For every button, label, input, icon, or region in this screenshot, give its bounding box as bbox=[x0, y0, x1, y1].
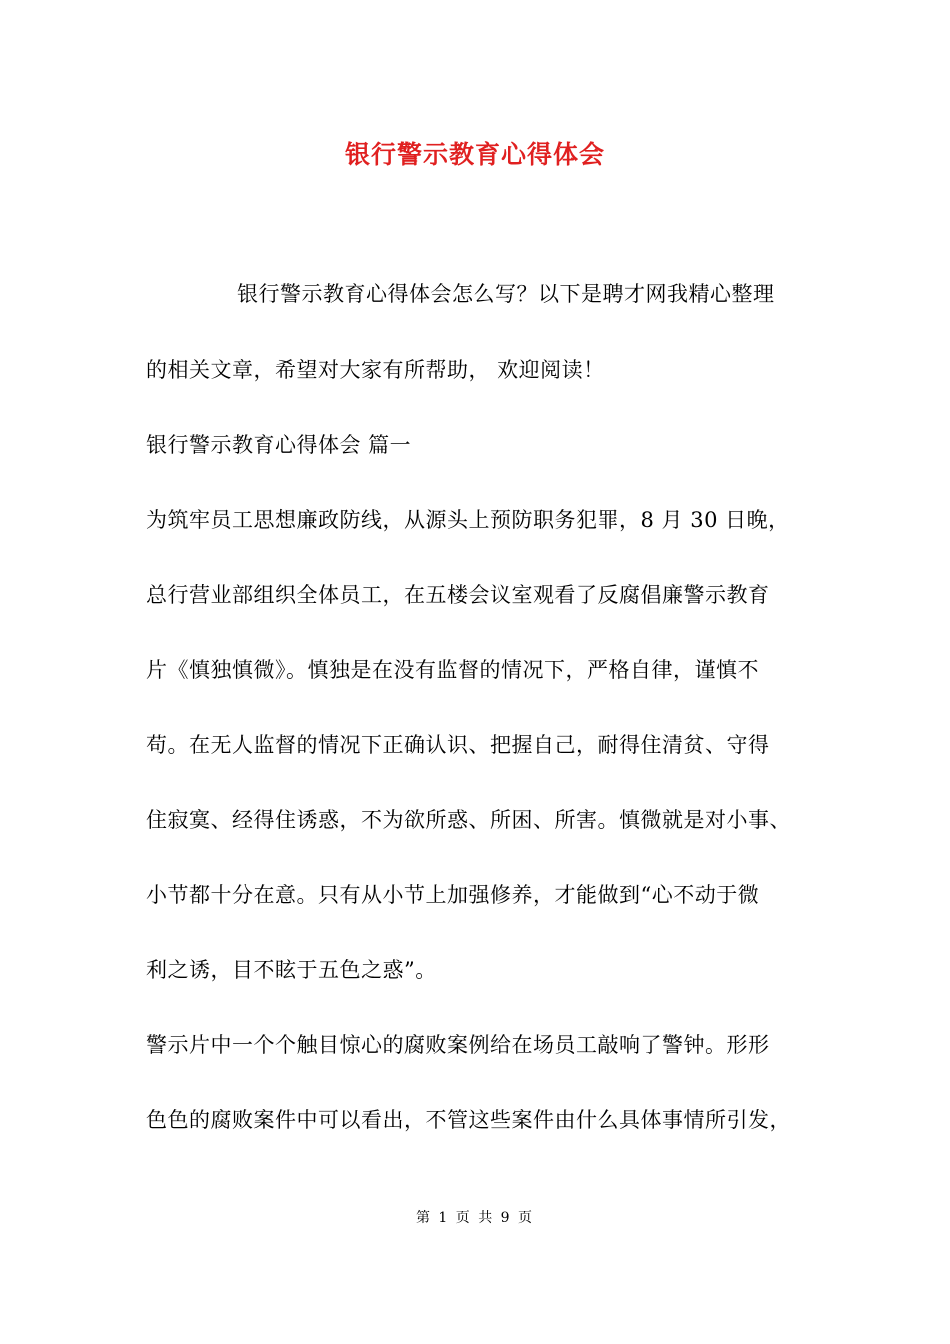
section-heading: 银行警示教育心得体会 篇一 bbox=[146, 433, 412, 457]
body-line-3: 为筑牢员工思想廉政防线，从源头上预防职务犯罪，8 月 30 日晚， bbox=[146, 508, 790, 532]
body-line-11: 色色的腐败案件中可以看出，不管这些案件由什么具体事情所引发， bbox=[146, 1108, 791, 1132]
page-footer: 第 1 页 共 9 页 bbox=[415, 1210, 535, 1226]
body-line-10: 警示片中一个个触目惊心的腐败案例给在场员工敲响了警钟。形形 bbox=[146, 1033, 770, 1057]
body-line-4: 总行营业部组织全体员工，在五楼会议室观看了反腐倡廉警示教育 bbox=[146, 583, 770, 607]
body-line-6: 苟。在无人监督的情况下正确认识、把握自己，耐得住清贫、守得 bbox=[146, 733, 770, 757]
body-line-2: 的相关文章，希望对大家有所帮助， 欢迎阅读！ bbox=[146, 358, 605, 382]
body-line-7: 住寂寞、经得住诱惑，不为欲所惑、所困、所害。慎微就是对小事、 bbox=[146, 808, 791, 832]
body-line-8: 小节都十分在意。只有从小节上加强修养，才能做到“心不动于微 bbox=[146, 883, 760, 907]
body-line-9: 利之诱，目不眩于五色之惑”。 bbox=[146, 958, 437, 982]
body-line-1: 银行警示教育心得体会怎么写？以下是聘才网我精心整理 bbox=[237, 282, 775, 306]
page-title: 银行警示教育心得体会 bbox=[344, 140, 605, 169]
body-line-5: 片《慎独慎微》。慎独是在没有监督的情况下，严格自律，谨慎不 bbox=[146, 658, 759, 682]
